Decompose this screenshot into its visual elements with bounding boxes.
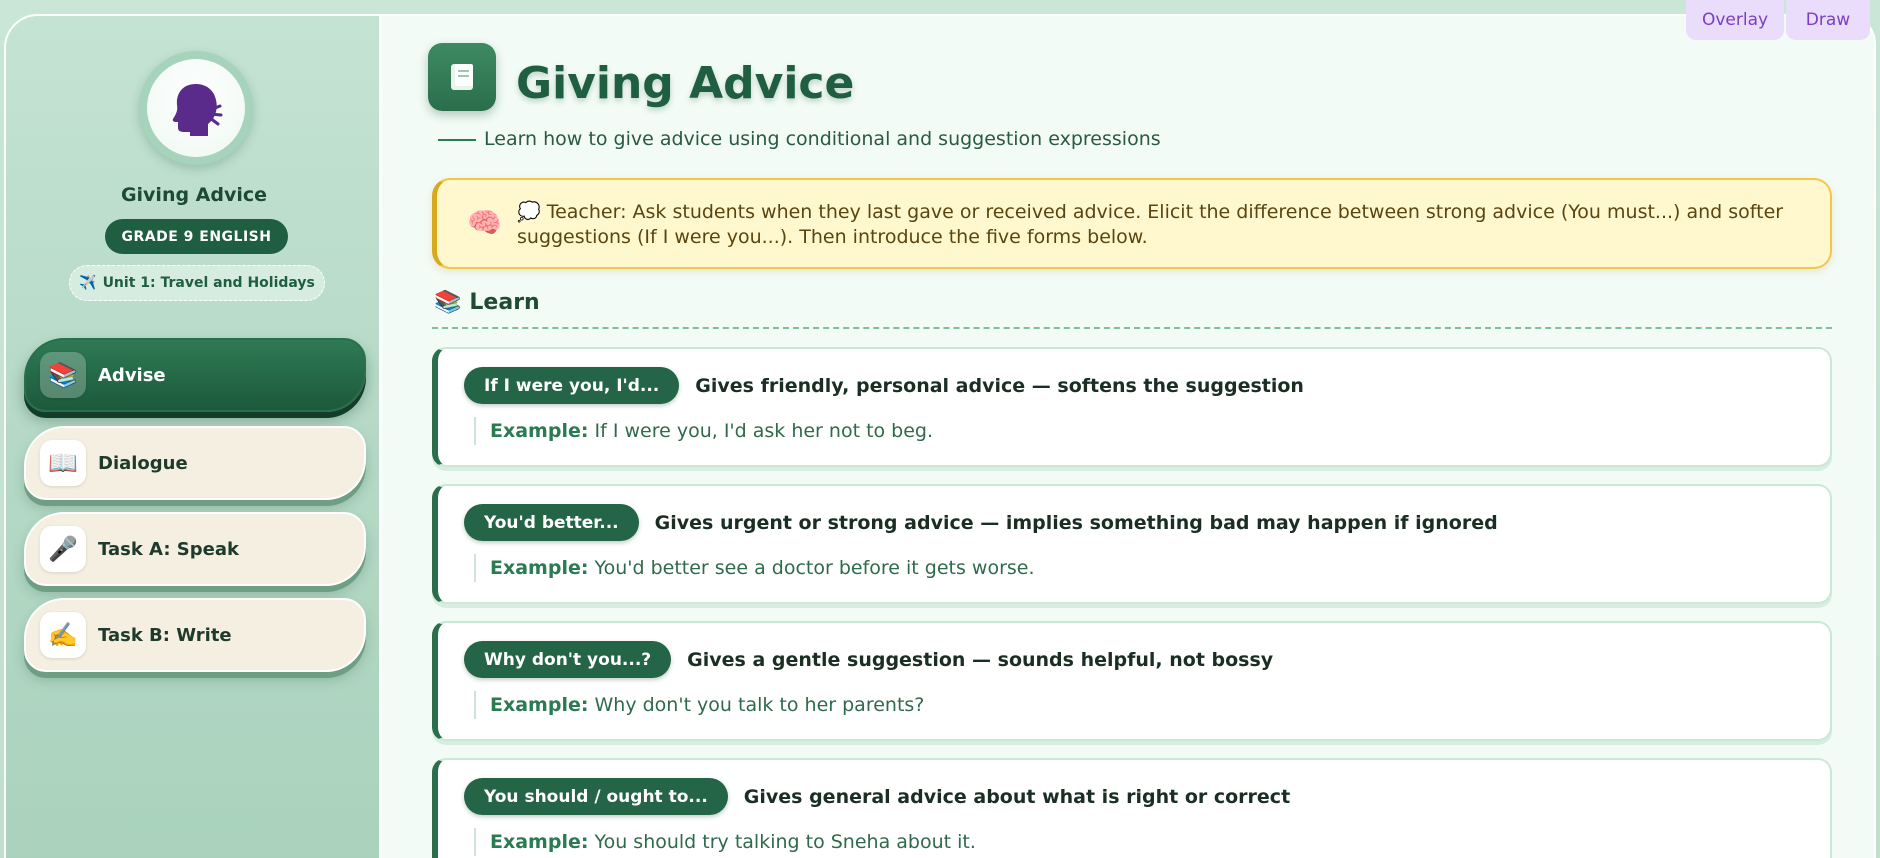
advice-form-pill: You should / ought to... — [464, 778, 728, 815]
avatar — [139, 51, 253, 165]
sidebar — [6, 16, 382, 858]
open-book-icon: 📖 — [40, 440, 86, 486]
advice-card — [432, 484, 1832, 604]
advice-form-pill: If I were you, I'd... — [464, 367, 679, 404]
draw-button[interactable]: Draw — [1786, 0, 1870, 40]
advice-form-pill: Why don't you...? — [464, 641, 671, 678]
example-text: You should try talking to Sneha about it. — [594, 831, 976, 853]
microphone-icon: 🎤 — [40, 526, 86, 572]
writing-hand-icon: ✍️ — [40, 612, 86, 658]
advice-card — [432, 621, 1832, 741]
books-icon: 📚 — [434, 290, 462, 315]
brain-icon: 🧠 — [467, 206, 502, 239]
advice-form-pill: You'd better... — [464, 504, 639, 541]
thought-bubble-icon: 💭 — [517, 201, 541, 223]
sidebar-title: Giving Advice — [120, 184, 268, 206]
nav-item-task-b-write[interactable] — [24, 598, 366, 672]
nav-item-task-a-speak[interactable] — [24, 512, 366, 586]
teacher-note-text — [517, 200, 1807, 250]
nav-item-dialogue[interactable] — [24, 426, 366, 500]
example-text: You'd better see a doctor before it gets worse. — [594, 557, 1035, 579]
nav-label: Task B: Write — [98, 624, 232, 646]
advice-example — [474, 828, 976, 856]
advice-description: Gives urgent or strong advice — implies something bad may happen if ignored — [654, 511, 1498, 534]
advice-example — [474, 554, 1035, 582]
learn-heading — [434, 290, 540, 315]
example-label: Example: — [490, 557, 589, 579]
example-label: Example: — [490, 831, 589, 853]
teacher-note — [432, 178, 1832, 269]
example-label: Example: — [490, 420, 589, 442]
subtitle-divider — [438, 139, 476, 141]
advice-description: Gives a gentle suggestion — sounds helpful, not bossy — [687, 648, 1274, 671]
advice-example — [474, 691, 924, 719]
page-subtitle: Learn how to give advice using conditional and suggestion expressions — [484, 128, 1161, 150]
advice-card — [432, 758, 1832, 858]
advice-description: Gives general advice about what is right or correct — [743, 785, 1291, 808]
example-label: Example: — [490, 694, 589, 716]
example-text: If I were you, I'd ask her not to beg. — [594, 420, 934, 442]
unit-label: Unit 1: Travel and Holidays — [102, 275, 315, 291]
nav-label: Task A: Speak — [98, 538, 239, 560]
page-title: Giving Advice — [516, 58, 855, 109]
overlay-button[interactable]: Overlay — [1686, 0, 1784, 40]
teacher-note-body: Teacher: Ask students when they last gave or received advice. Elicit the difference between strong advice (You must...) and softer suggestions (If I were you...). Then introduce the five forms below. — [517, 201, 1784, 248]
section-divider — [432, 327, 1832, 329]
books-icon: 📚 — [40, 352, 86, 398]
unit-pill — [69, 265, 325, 301]
nav-label: Dialogue — [98, 452, 188, 474]
book-icon — [428, 43, 496, 111]
nav-item-advise[interactable] — [24, 338, 366, 412]
example-text: Why don't you talk to her parents? — [594, 694, 925, 716]
speaking-head-icon — [147, 59, 245, 157]
nav-label: Advise — [98, 364, 166, 386]
advice-example — [474, 417, 933, 445]
grade-badge: GRADE 9 ENGLISH — [105, 219, 288, 254]
advice-description: Gives friendly, personal advice — softens the suggestion — [695, 374, 1304, 397]
airplane-icon: ✈️ — [79, 275, 97, 291]
advice-card — [432, 347, 1832, 467]
learn-heading-label: Learn — [469, 290, 540, 315]
